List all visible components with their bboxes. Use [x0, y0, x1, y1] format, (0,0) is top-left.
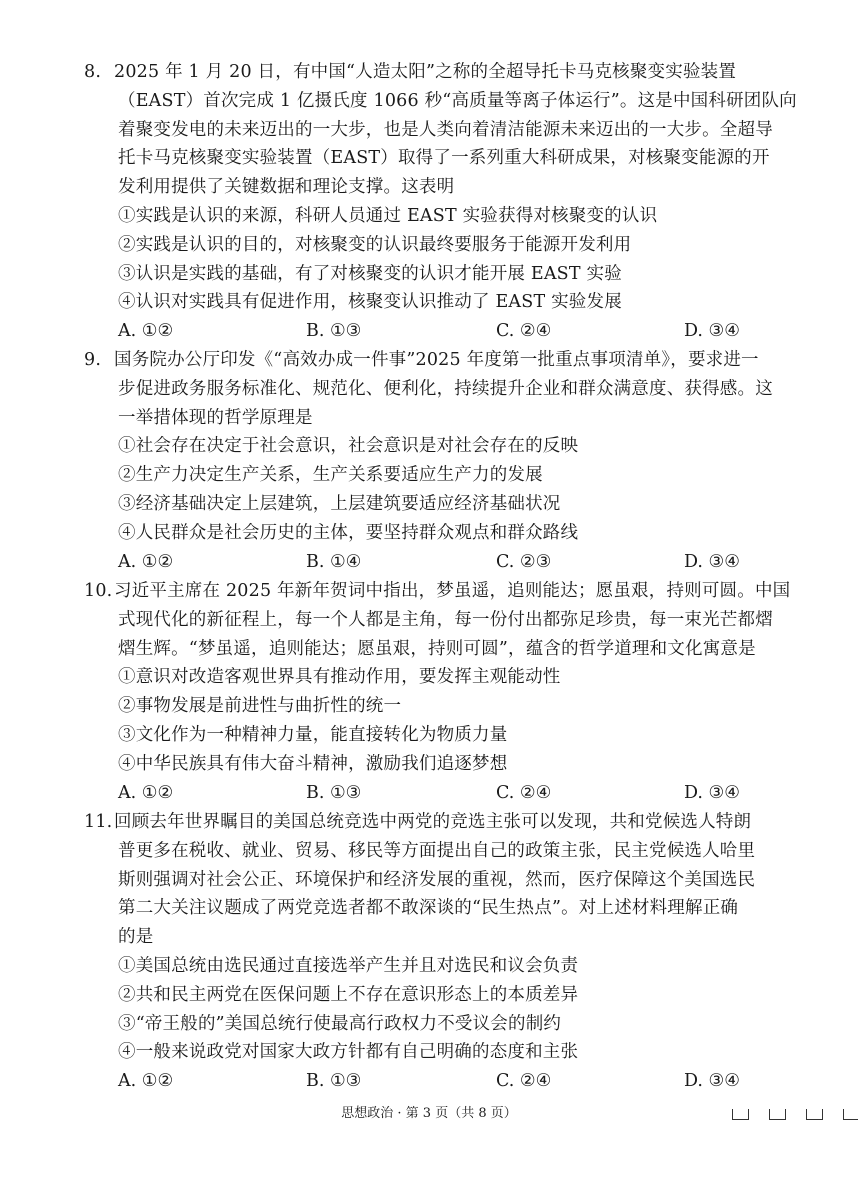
- question-stem-line: 发利用提供了关键数据和理论支撑。这表明: [118, 177, 455, 198]
- question-stem-line: 一举措体现的哲学原理是: [118, 407, 313, 428]
- question-stem-line: 熠生辉。“梦虽遥，追则能达；愿虽艰，持则可圆”，蕴含的哲学道理和文化寓意是: [118, 638, 756, 659]
- question-stem-line: 式现代化的新征程上，每一个人都是主角，每一份付出都弥足珍贵，每一束光芒都熠: [118, 609, 773, 630]
- question-stem-line: [84, 58, 824, 87]
- choice-b[interactable]: B. ①③: [306, 1071, 362, 1092]
- question-9: [84, 346, 824, 576]
- page-mark-box: [806, 1109, 823, 1120]
- page-mark-box: [732, 1109, 749, 1120]
- statement-2: ②生产力决定生产关系，生产关系要适应生产力的发展: [118, 465, 543, 486]
- statement-3: ③认识是实践的基础，有了对核聚变的认识才能开展 EAST 实验: [118, 263, 622, 284]
- statement-3: ③经济基础决定上层建筑，上层建筑要适应经济基础状况: [118, 493, 561, 514]
- question-10: [84, 577, 824, 807]
- question-number: 11.: [84, 812, 113, 832]
- stem-text: 习近平主席在 2025 年新年贺词中指出，梦虽遥，追则能达；愿虽艰，持则可圆。中国: [114, 581, 791, 601]
- page-footer: 思想政治 · 第 3 页（共 8 页）: [341, 1106, 517, 1121]
- answer-choices: [84, 1067, 824, 1096]
- choice-d[interactable]: D. ③④: [684, 321, 740, 342]
- choice-d[interactable]: D. ③④: [684, 551, 740, 572]
- choice-b[interactable]: B. ①③: [306, 782, 362, 803]
- statement-1: ①美国总统由选民通过直接选举产生并且对选民和议会负责: [118, 955, 579, 976]
- question-stem-line: [84, 808, 824, 837]
- question-number: 10.: [84, 581, 113, 601]
- statement-1: ①社会存在决定于社会意识，社会意识是对社会存在的反映: [118, 436, 579, 457]
- choice-d[interactable]: D. ③④: [684, 1071, 740, 1092]
- choice-a[interactable]: A. ①②: [118, 782, 174, 803]
- page-mark-box: [843, 1109, 858, 1120]
- statement-2: ②共和民主两党在医保问题上不存在意识形态上的本质差异: [118, 984, 579, 1005]
- statement-4: ④认识对实践具有促进作用，核聚变认识推动了 EAST 实验发展: [118, 292, 622, 313]
- statement-2: ②事物发展是前进性与曲折性的统一: [118, 696, 402, 717]
- question-stem-line: 的是: [118, 927, 154, 948]
- statement-3: ③“帝王般的”美国总统行使最高行政权力不受议会的制约: [118, 1013, 562, 1034]
- stem-text: 2025 年 1 月 20 日，有中国“人造太阳”之称的全超导托卡马克核聚变实验装置: [114, 62, 737, 82]
- choice-c[interactable]: C. ②④: [496, 1071, 552, 1092]
- question-stem-line: [84, 577, 824, 606]
- question-stem-line: 普更多在税收、就业、贸易、移民等方面提出自己的政策主张，民主党候选人哈里: [118, 840, 756, 861]
- statement-1: ①实践是认识的来源，科研人员通过 EAST 实验获得对核聚变的认识: [118, 205, 658, 226]
- statement-2: ②实践是认识的目的，对核聚变的认识最终要服务于能源开发利用: [118, 234, 632, 255]
- question-stem-line: 着聚变发电的未来迈出的一大步，也是人类向着清洁能源未来迈出的一大步。全超导: [118, 119, 773, 140]
- question-stem-line: 托卡马克核聚变实验装置（EAST）取得了一系列重大科研成果，对核聚变能源的开: [118, 148, 770, 169]
- statement-4: ④人民群众是社会历史的主体，要坚持群众观点和群众路线: [118, 522, 579, 543]
- stem-text: 回顾去年世界瞩目的美国总统竞选中两党的竞选主张可以发现，共和党候选人特朗: [114, 812, 752, 832]
- page-mark-box: [769, 1109, 786, 1120]
- question-8: [84, 58, 824, 346]
- choice-a[interactable]: A. ①②: [118, 1071, 174, 1092]
- choice-b[interactable]: B. ①④: [306, 551, 362, 572]
- question-stem-line: [84, 346, 824, 375]
- choice-b[interactable]: B. ①③: [306, 321, 362, 342]
- question-stem-line: 步促进政务服务标准化、规范化、便利化，持续提升企业和群众满意度、获得感。这: [118, 378, 773, 399]
- question-number: 8.: [84, 62, 102, 82]
- question-11: [84, 808, 824, 1096]
- statement-4: ④一般来说政党对国家大政方针都有自己明确的态度和主张: [118, 1042, 579, 1063]
- answer-choices: [84, 317, 824, 346]
- statement-1: ①意识对改造客观世界具有推动作用，要发挥主观能动性: [118, 667, 561, 688]
- choice-d[interactable]: D. ③④: [684, 782, 740, 803]
- choice-a[interactable]: A. ①②: [118, 321, 174, 342]
- page-marks: [732, 1109, 858, 1120]
- question-number: 9.: [84, 350, 102, 370]
- answer-choices: [84, 779, 824, 808]
- stem-text: 国务院办公厅印发《“高效办成一件事”2025 年度第一批重点事项清单》，要求进一: [114, 350, 759, 370]
- question-stem-line: （EAST）首次完成 1 亿摄氏度 1066 秒“高质量等离子体运行”。这是中国科研团队向: [118, 90, 797, 111]
- choice-c[interactable]: C. ②④: [496, 321, 552, 342]
- answer-choices: [84, 548, 824, 577]
- choice-c[interactable]: C. ②④: [496, 782, 552, 803]
- question-stem-line: 第二大关注议题成了两党竞选者都不敢深谈的“民生热点”。对上述材料理解正确: [118, 898, 739, 919]
- choice-a[interactable]: A. ①②: [118, 551, 174, 572]
- statement-3: ③文化作为一种精神力量，能直接转化为物质力量: [118, 724, 508, 745]
- question-stem-line: 斯则强调对社会公正、环境保护和经济发展的重视，然而，医疗保障这个美国选民: [118, 869, 756, 890]
- choice-c[interactable]: C. ②③: [496, 551, 552, 572]
- statement-4: ④中华民族具有伟大奋斗精神，激励我们追逐梦想: [118, 753, 508, 774]
